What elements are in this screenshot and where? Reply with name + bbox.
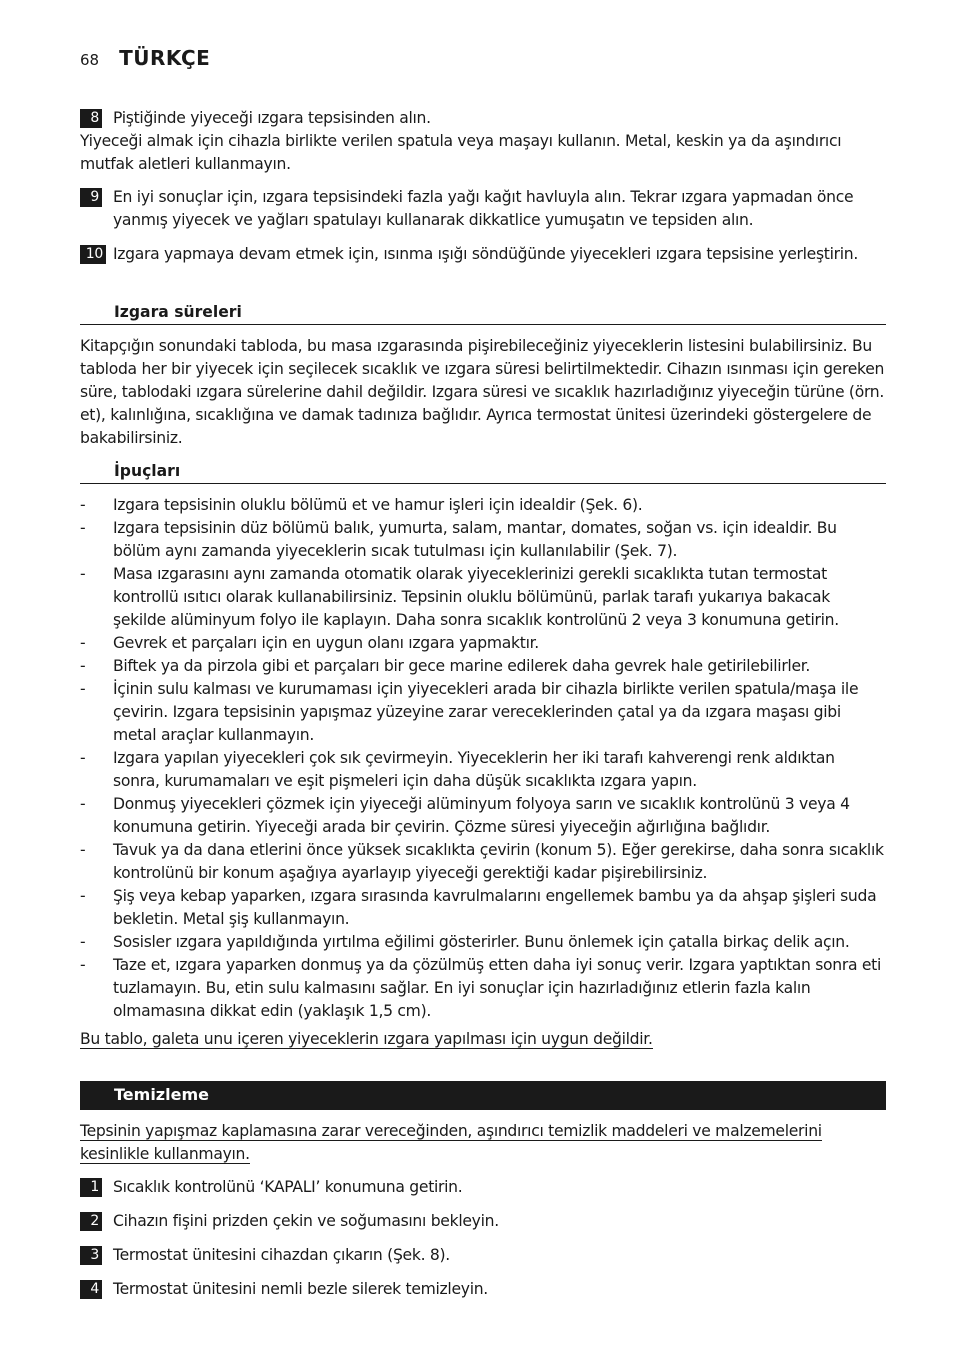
list-item: - Izgara yapılan yiyecekleri çok sık çevirmeyin. Yiyeceklerin her iki tarafı kahverengi renk aldıktan sonra, kurumamaları ve eşit pişmeleri için daha düşük sıcaklıkta ızgara yapın. — [80, 749, 835, 790]
table-note-text: Bu tablo, galeta unu içeren yiyeceklerin ızgara yapılması için uygun değildir. — [80, 1030, 653, 1048]
step-text: Izgara yapmaya devam etmek için, ısınma ışığı söndüğünde yiyecekleri ızgara tepsisine yerleştirin. — [113, 245, 859, 263]
section-heading-grill-times — [80, 301, 886, 325]
cleaning-warning-text: Tepsinin yapışmaz kaplamasına zarar vereceğinden, aşındırıcı temizlik maddeleri ve malzemelerini kesinlikle kullanmayın. — [80, 1122, 822, 1163]
grill-times-paragraph: Kitapçığın sonundaki tabloda, bu masa ızgarasında pişirebileceğiniz yiyeceklerin listesini bulabilirsiniz. Bu tabloda her bir yiyecek için seçilecek sıcaklık ve ızgara süresi belirtilmektedir. Cihazın ısınması için gereken süre, tablodaki ızgara sürelerine dahil değildir. Izgara süresi ve sıcaklık hazırladığınız yiyeceğin türüne (örn. et), kalınlığına, sıcaklığına ve damak tadınıza bağlıdır. Ayrıca termostat ünitesi üzerindeki göstergelere de bakabilirsiniz. — [80, 337, 885, 447]
step-text: Piştiğinde yiyeceği ızgara tepsisinden alın. — [113, 109, 431, 127]
cleaning-warning — [80, 1120, 886, 1166]
step-8 — [80, 107, 886, 176]
step-10 — [80, 243, 886, 266]
list-item: - İçinin sulu kalması ve kurumaması için yiyecekleri arada bir cihazla birlikte verilen spatula/maşa ile çevirin. Izgara tepsisinin yapışmaz yüzeyine zarar vereceklerinden çatal ya da ızgara maşası gibi metal araçlar kullanmayın. — [80, 680, 859, 744]
section-heading-text: Temizleme — [114, 1085, 209, 1104]
step-text: En iyi sonuçlar için, ızgara tepsisindeki fazla yağı kağıt havluyla alın. Tekrar ızgara yapmadan önce yanmış yiyecek ve yağları spatulayı kullanarak dikkatlice yumuşatın ve tepsiden alın. — [113, 188, 854, 229]
cleaning-step-4 — [80, 1278, 886, 1301]
section-heading-text: İpuçları — [114, 462, 181, 480]
step-text: Termostat ünitesini nemli bezle silerek temizleyin. — [113, 1280, 488, 1298]
page-header — [80, 46, 210, 70]
step-text: Sıcaklık kontrolünü ‘KAPALI’ konumuna getirin. — [113, 1178, 463, 1196]
section-heading-text: Izgara süreleri — [114, 303, 242, 321]
step-text: Cihazın fişini prizden çekin ve soğumasını bekleyin. — [113, 1212, 499, 1230]
step-number: 10 — [80, 245, 106, 264]
list-item: - Izgara tepsisinin oluklu bölümü et ve hamur işleri için idealdir (Şek. 6). — [80, 496, 643, 514]
list-item: - Taze et, ızgara yaparken donmuş ya da çözülmüş etten daha iyi sonuç verir. Izgara yaptıktan sonra eti tuzlamayın. Bu, etin sulu kalmasını sağlar. En iyi sonuçlar için hazırladığınız etlerin fazla kalın olmamasına dikkat edin (yaklaşık 1,5 cm). — [80, 956, 882, 1020]
list-item: - Şiş veya kebap yaparken, ızgara sırasında kavrulmalarını engellemek bambu ya da ahşap şişleri suda bekletin. Metal şiş kullanmayın. — [80, 887, 877, 928]
language-title: TÜRKÇE — [119, 46, 211, 70]
step-number: 8 — [80, 109, 102, 128]
table-note — [80, 1028, 886, 1051]
tips-list — [80, 494, 886, 1023]
step-number: 9 — [80, 188, 102, 207]
step-number: 3 — [80, 1246, 102, 1265]
list-item: - Sosisler ızgara yapıldığında yırtılma eğilimi gösterirler. Bunu önlemek için çatalla birkaç delik açın. — [80, 933, 850, 951]
list-item: - Masa ızgarasını aynı zamanda otomatik olarak yiyeceklerinizi gerekli sıcaklıkta tutan termostat kontrollü ısıtıcı olarak kullanabilirsiniz. Tepsinin oluklu bölümünü, parlak tarafı yukarıya bakacak şekilde alüminyum folyo ile kaplayın. Daha sonra sıcaklık kontrolünü 2 veya 3 konumuna getirin. — [80, 565, 839, 629]
step-number: 4 — [80, 1280, 102, 1299]
list-item: - Tavuk ya da dana etlerini önce yüksek sıcaklıkta çevirin (konum 5). Eğer gerekirse, daha sonra sıcaklık kontrolünü bir konum aşağıya ayarlayıp yiyeceği gerektiği kadar pişirebilirsiniz. — [80, 841, 884, 882]
list-item: - Biftek ya da pirzola gibi et parçaları bir gece marine edilerek daha gevrek hale getirilebilirler. — [80, 657, 811, 675]
step-8-note: Yiyeceği almak için cihazla birlikte verilen spatula veya maşayı kullanın. Metal, keskin ya da aşındırıcı mutfak aletleri kullanmayın. — [80, 132, 842, 173]
section-heading-cleaning — [80, 1081, 886, 1110]
list-item: - Gevrek et parçaları için en uygun olanı ızgara yapmaktır. — [80, 634, 539, 652]
cleaning-step-2 — [80, 1210, 886, 1233]
list-item: - Donmuş yiyecekleri çözmek için yiyeceği alüminyum folyoya sarın ve sıcaklık kontrolünü 3 veya 4 konumuna getirin. Yiyeceği arada bir çevirin. Çözme süresi yiyeceğin ağırlığına bağlıdır. — [80, 795, 850, 836]
page-number: 68 — [80, 51, 100, 69]
section-heading-tips — [80, 460, 886, 484]
cleaning-step-3 — [80, 1244, 886, 1267]
step-number: 2 — [80, 1212, 102, 1231]
step-text: Termostat ünitesini cihazdan çıkarın (Şek. 8). — [113, 1246, 450, 1264]
cleaning-step-1 — [80, 1176, 886, 1199]
list-item: - Izgara tepsisinin düz bölümü balık, yumurta, salam, mantar, domates, soğan vs. için idealdir. Bu bölüm aynı zamanda yiyeceklerin sıcak tutulması için kullanılabilir (Şek. 7). — [80, 519, 837, 560]
step-number: 1 — [80, 1178, 102, 1197]
step-9 — [80, 186, 886, 232]
